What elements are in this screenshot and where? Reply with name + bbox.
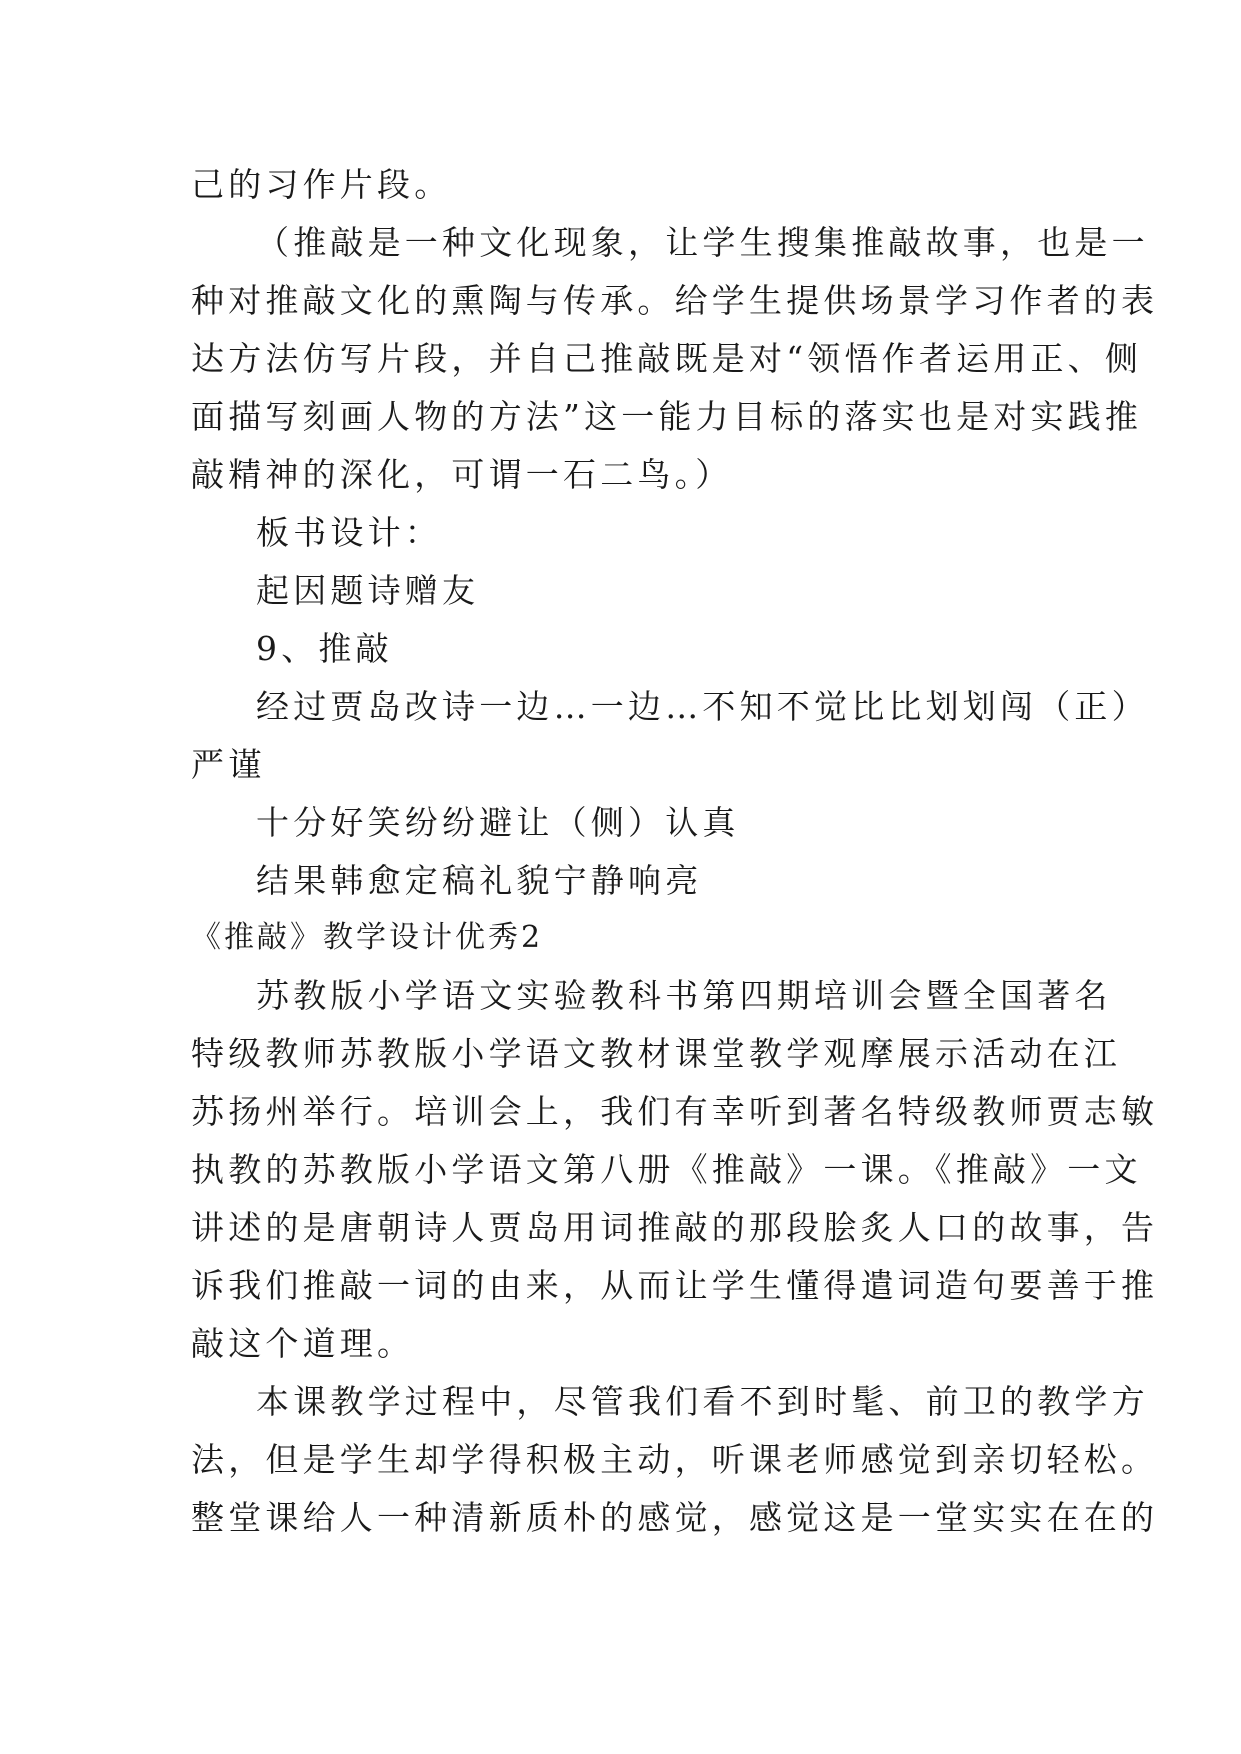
- text-line: 敲精神的深化，可谓一石二鸟。）: [191, 455, 733, 494]
- text-line: （推敲是一种文化现象，让学生搜集推敲故事，也是一: [256, 223, 1149, 262]
- text-line: 经过贾岛改诗一边…一边…不知不觉比比划划闯（正）: [256, 687, 1149, 726]
- text-line: 讲述的是唐朝诗人贾岛用词推敲的那段脍炙人口的故事，告: [191, 1208, 1159, 1247]
- text-line: 诉我们推敲一词的由来，从而让学生懂得遣词造句要善于推: [191, 1266, 1159, 1305]
- text-line: 板书设计：: [256, 513, 442, 552]
- text-line: 种对推敲文化的熏陶与传承。给学生提供场景学习作者的表: [191, 281, 1159, 320]
- text-line: 达方法仿写片段，并自己推敲既是对“领悟作者运用正、侧: [191, 339, 1143, 378]
- text-line: 结果韩愈定稿礼貌宁静响亮: [256, 861, 703, 900]
- text-line: 法，但是学生却学得积极主动，听课老师感觉到亲切轻松。: [191, 1440, 1159, 1479]
- text-line: 面描写刻画人物的方法”这一能力目标的落实也是对实践推: [191, 397, 1143, 436]
- text-line: 苏教版小学语文实验教科书第四期培训会暨全国著名: [256, 976, 1112, 1015]
- text-line: 整堂课给人一种清新质朴的感觉，感觉这是一堂实实在在的: [191, 1498, 1159, 1537]
- text-line: 己的习作片段。: [191, 165, 452, 204]
- text-line: 特级教师苏教版小学语文教材课堂教学观摩展示活动在江: [191, 1034, 1121, 1073]
- text-line: 十分好笑纷纷避让（侧）认真: [256, 803, 740, 842]
- text-line: 严谨: [191, 745, 266, 784]
- text-line: 9、推敲: [256, 629, 393, 668]
- text-line: 苏扬州举行。培训会上，我们有幸听到著名特级教师贾志敏: [191, 1092, 1159, 1131]
- text-line: 本课教学过程中，尽管我们看不到时髦、前卫的教学方: [256, 1382, 1149, 1421]
- text-line: 起因题诗赠友: [256, 571, 480, 610]
- text-line: 敲这个道理。: [191, 1324, 415, 1363]
- text-line: 执教的苏教版小学语文第八册《推敲》一课。《推敲》一文: [191, 1150, 1142, 1189]
- section-heading: 《推敲》教学设计优秀2: [191, 920, 544, 955]
